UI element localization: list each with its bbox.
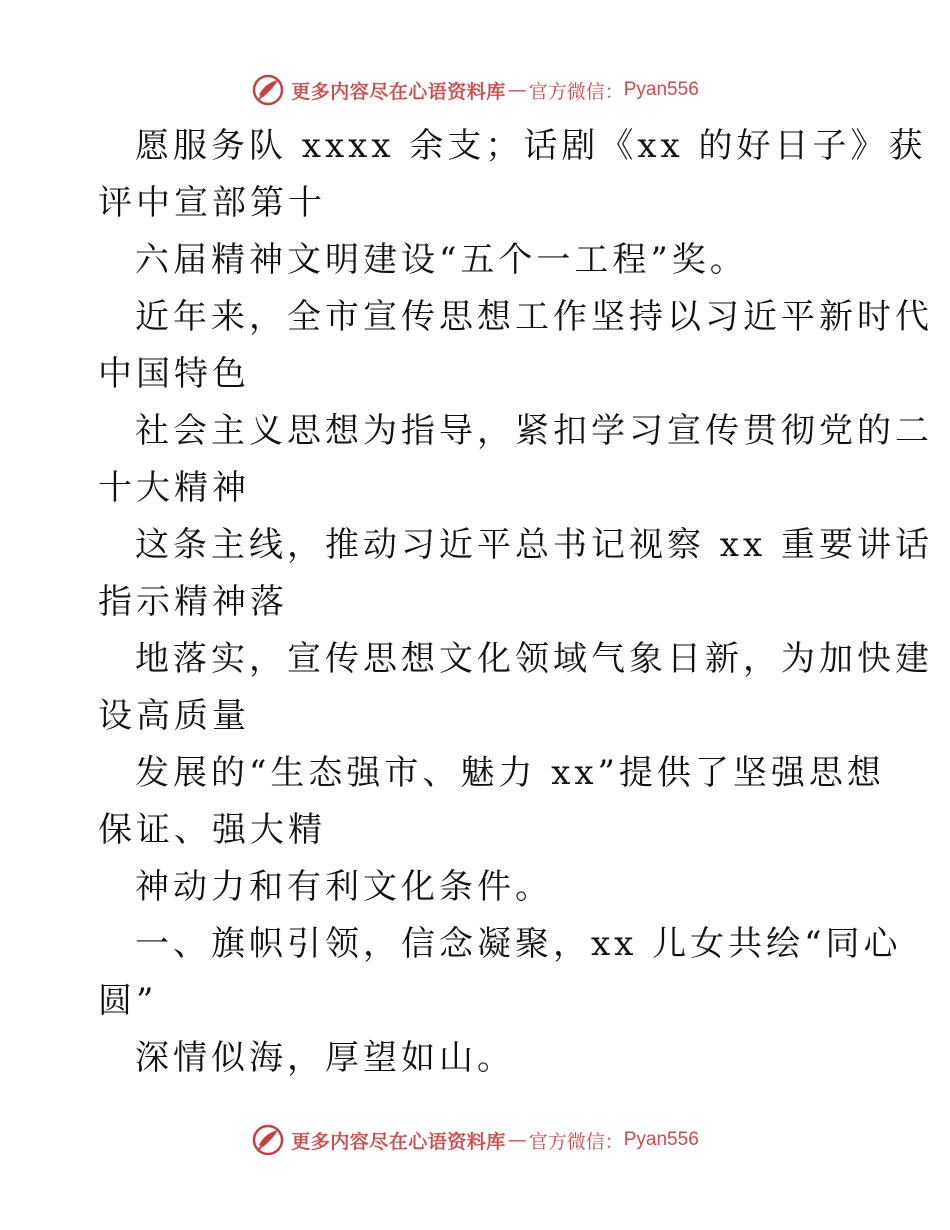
text-line: 一、旗帜引领，信念凝聚，xx 儿女共绘“同心 xyxy=(135,924,902,964)
banner-wechat-id: Pyan556 xyxy=(623,79,699,100)
banner-brand: 更多内容尽在心语资料库 xyxy=(291,80,506,103)
banner-dash: — xyxy=(507,79,527,101)
text-line: 社会主义思想为指导，紧扣学习宣传贯彻党的二 xyxy=(135,411,933,451)
banner-dash: — xyxy=(507,1129,527,1151)
banner-wechat-label: 官方微信： xyxy=(528,80,624,103)
text-line: 保证、强大精 xyxy=(98,810,326,850)
document-body xyxy=(98,118,933,1087)
text-line: 神动力和有利文化条件。 xyxy=(135,867,553,907)
header-banner xyxy=(0,70,950,110)
text-line: 评中宣部第十 xyxy=(98,183,326,223)
banner-text xyxy=(291,77,699,104)
text-line: 深情似海，厚望如山。 xyxy=(135,1038,515,1078)
text-line: 这条主线，推动习近平总书记视察 xx 重要讲话 xyxy=(135,525,933,565)
banner-brand: 更多内容尽在心语资料库 xyxy=(291,1130,506,1153)
text-line: 地落实，宣传思想文化领域气象日新，为加快建 xyxy=(135,639,933,679)
text-line: 中国特色 xyxy=(98,354,250,394)
banner-wechat-id: Pyan556 xyxy=(623,1129,699,1150)
banner-wechat-label: 官方微信： xyxy=(528,1130,624,1153)
text-line: 近年来，全市宣传思想工作坚持以习近平新时代 xyxy=(135,297,933,337)
text-line: 六届精神文明建设“五个一工程”奖。 xyxy=(135,240,748,280)
text-line: 十大精神 xyxy=(98,468,250,508)
text-line: 指示精神落 xyxy=(98,582,288,622)
quill-seal-icon xyxy=(251,1123,285,1157)
quill-seal-icon xyxy=(251,73,285,107)
text-line: 圆” xyxy=(98,981,158,1021)
text-line: 愿服务队 xxxx 余支；话剧《xx 的好日子》获 xyxy=(135,126,927,166)
text-line: 设高质量 xyxy=(98,696,250,736)
footer-banner xyxy=(0,1120,950,1160)
text-line: 发展的“生态强市、魅力 xx”提供了坚强思想 xyxy=(135,753,885,793)
banner-text xyxy=(291,1127,699,1154)
